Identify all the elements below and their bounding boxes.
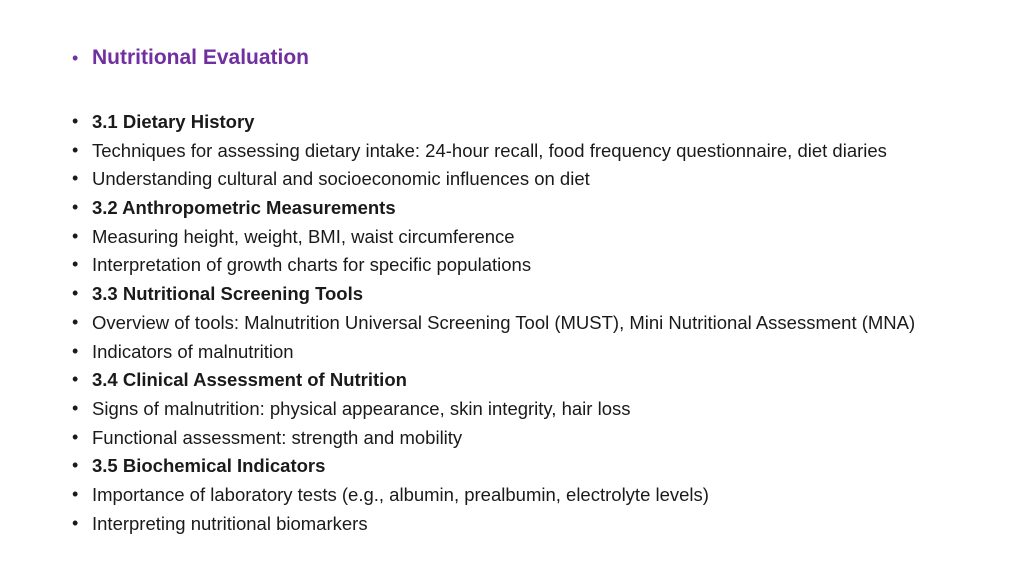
list-item-text: Functional assessment: strength and mobility: [92, 426, 463, 448]
bullet-icon: •: [72, 254, 79, 275]
section-heading-item: [72, 365, 952, 394]
list-item-text: Techniques for assessing dietary intake: 24-hour recall, food frequency questionnaire, diet diaries: [92, 139, 887, 161]
slide-title-row: [72, 44, 309, 72]
bullet-icon: •: [72, 512, 79, 533]
bullet-icon: •: [72, 426, 79, 447]
section-heading-text: 3.2 Anthropometric Measurements: [92, 197, 396, 219]
bullet-icon: •: [72, 168, 79, 189]
bullet-icon: •: [72, 225, 79, 246]
list-item: [72, 222, 952, 251]
list-item-text: Indicators of malnutrition: [92, 340, 294, 362]
list-item: [72, 164, 952, 193]
section-heading-text: 3.5 Biochemical Indicators: [92, 455, 326, 477]
section-heading-text: 3.4 Clinical Assessment of Nutrition: [92, 369, 407, 391]
list-item-text: Overview of tools: Malnutrition Universal Screening Tool (MUST), Mini Nutritional Assessment (MNA): [92, 311, 916, 333]
list-item: [72, 509, 952, 538]
bullet-icon: •: [72, 397, 79, 418]
list-item: [72, 337, 952, 366]
section-heading-item: [72, 193, 952, 222]
bullet-icon: •: [72, 283, 79, 304]
bullet-icon: •: [72, 369, 79, 390]
section-heading-text: 3.3 Nutritional Screening Tools: [92, 283, 364, 305]
section-heading-text: 3.1 Dietary History: [92, 111, 255, 132]
bullet-icon: •: [72, 111, 79, 131]
list-item: [72, 250, 952, 279]
bullet-icon: •: [72, 139, 79, 160]
list-item: [72, 136, 952, 165]
bullet-icon: •: [72, 340, 79, 361]
section-heading-item: [72, 451, 952, 480]
content-bullet-list: [72, 107, 952, 537]
bullet-icon: •: [72, 197, 79, 218]
bullet-icon: •: [72, 48, 79, 68]
list-item: [72, 394, 952, 423]
list-item-text: Interpreting nutritional biomarkers: [92, 512, 368, 534]
list-item-text: Understanding cultural and socioeconomic influences on diet: [92, 168, 590, 190]
list-item-text: Measuring height, weight, BMI, waist circumference: [92, 225, 515, 247]
list-item: [72, 308, 952, 337]
bullet-icon: •: [72, 483, 79, 504]
slide-title: Nutritional Evaluation: [92, 46, 310, 69]
list-item-text: Interpretation of growth charts for specific populations: [92, 254, 532, 276]
list-item-text: Signs of malnutrition: physical appearance, skin integrity, hair loss: [92, 397, 631, 419]
section-heading-item: [72, 107, 952, 136]
bullet-icon: •: [72, 311, 79, 332]
list-item: [72, 480, 952, 509]
list-item: [72, 423, 952, 452]
section-heading-item: [72, 279, 952, 308]
bullet-icon: •: [72, 455, 79, 476]
list-item-text: Importance of laboratory tests (e.g., albumin, prealbumin, electrolyte levels): [92, 483, 709, 505]
